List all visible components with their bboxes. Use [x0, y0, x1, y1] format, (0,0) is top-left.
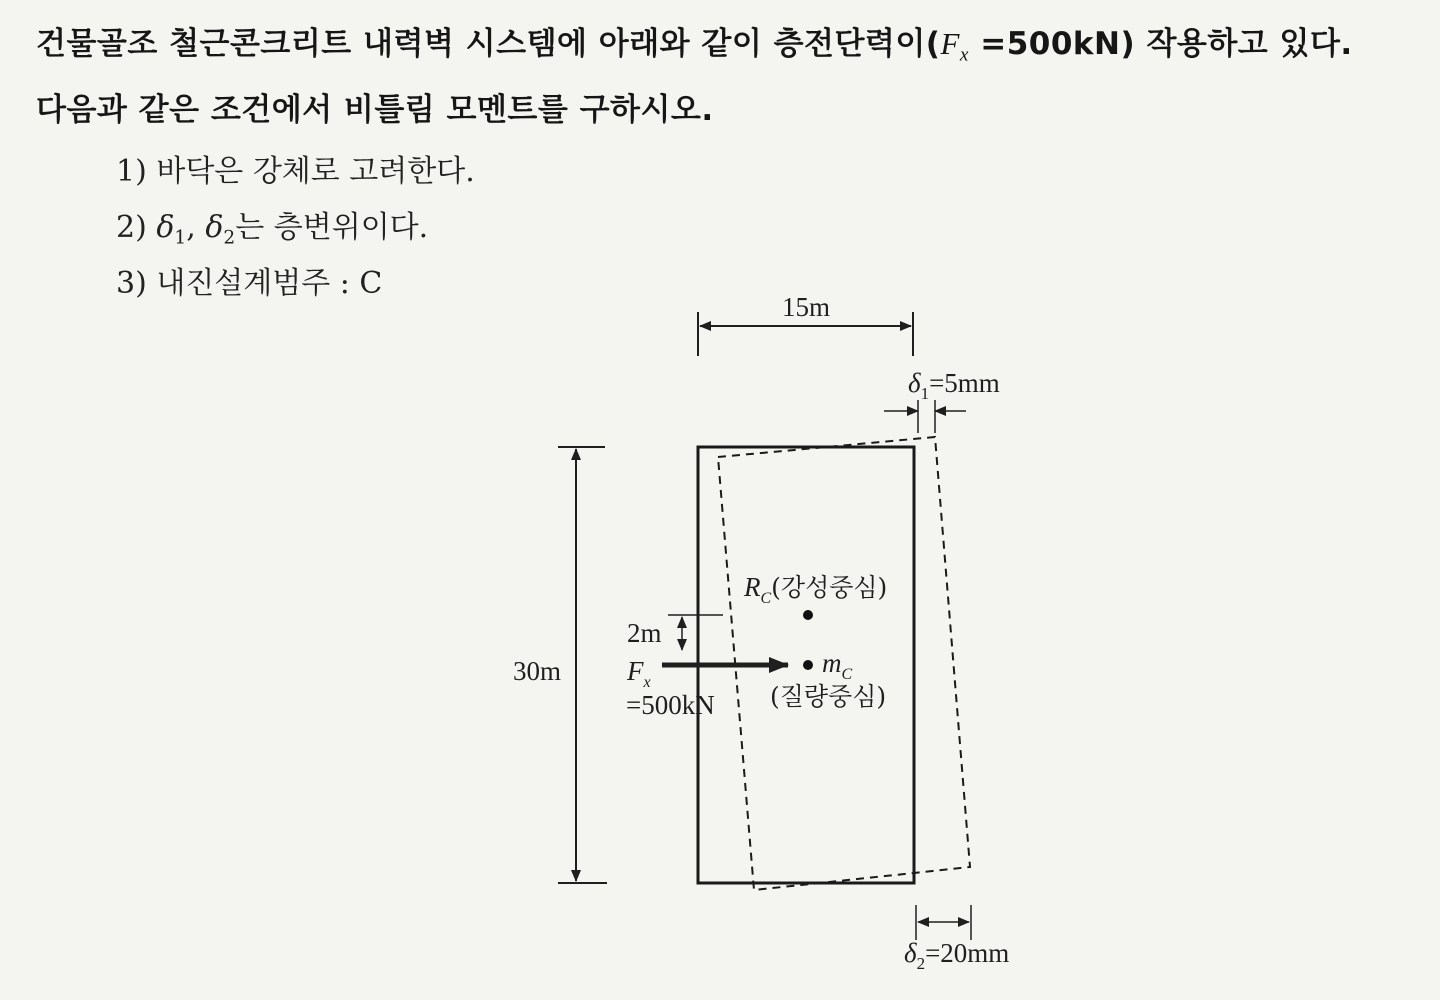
height-label: 30m	[512, 656, 562, 686]
question-line-1-prefix: 건물골조 철근콘크리트 내력벽 시스템에 아래와 같이 층전단력이(	[36, 26, 941, 62]
delta-2-dimension	[904, 905, 1009, 973]
force-value: =500kN)	[968, 26, 1136, 62]
mass-subscript: C	[841, 666, 853, 683]
delta-1-symbol: δ	[156, 210, 175, 245]
height-dimension	[506, 447, 607, 883]
rigidity-subscript: C	[760, 590, 772, 607]
mass-center-description: (질량중심)	[770, 682, 887, 711]
condition-1-number: 1)	[116, 154, 147, 189]
force-symbol: F	[627, 656, 644, 686]
delta-2-symbol: δ	[205, 210, 224, 245]
delta-2-subscript: 2	[223, 227, 236, 249]
rigidity-symbol: R	[744, 572, 761, 602]
condition-3-number: 3)	[116, 266, 147, 301]
force-variable-subscript: x	[959, 44, 969, 66]
eccentricity-label: 2m	[627, 618, 662, 648]
question-line-1-suffix: 작용하고 있다.	[1135, 26, 1353, 62]
force-variable: F	[940, 26, 960, 61]
delta-1-label-symbol: δ	[908, 368, 921, 398]
delta-2-label-symbol: δ	[904, 938, 917, 968]
condition-3-text: 내진설계범주 : C	[156, 266, 383, 301]
width-label: 15m	[781, 292, 831, 322]
eccentricity-dimension	[627, 615, 723, 650]
delta-1-label-value: =5mm	[929, 368, 1000, 398]
question-line-2: 다음과 같은 조건에서 비틀림 모멘트를 구하시오.	[36, 92, 714, 128]
mass-symbol: m	[822, 648, 842, 678]
delta-2-label-subscript: 2	[916, 954, 926, 973]
delta-2-label-value: =20mm	[925, 938, 1010, 968]
force-subscript: x	[643, 674, 651, 691]
delta-1-label-subscript: 1	[920, 384, 930, 403]
condition-2-number: 2)	[116, 210, 147, 245]
rigidity-center-dot	[803, 610, 813, 620]
width-dimension	[698, 292, 913, 356]
mass-center-dot	[803, 660, 813, 670]
delta-1-label	[908, 368, 1000, 403]
force-label	[626, 656, 651, 691]
condition-1-text: 바닥은 강체로 고려한다.	[156, 154, 475, 189]
condition-2-text: 는 층변위이다.	[235, 210, 429, 245]
force-value-label: =500kN	[626, 690, 715, 720]
delta-2-label	[904, 938, 1009, 973]
rigidity-description: (강성중심)	[771, 573, 888, 602]
rigidity-center-label	[743, 572, 887, 607]
condition-2-separator: ,	[186, 210, 206, 245]
delta-1-dimension	[884, 368, 1000, 433]
mass-center-label	[822, 648, 853, 683]
delta-1-subscript: 1	[174, 227, 187, 249]
